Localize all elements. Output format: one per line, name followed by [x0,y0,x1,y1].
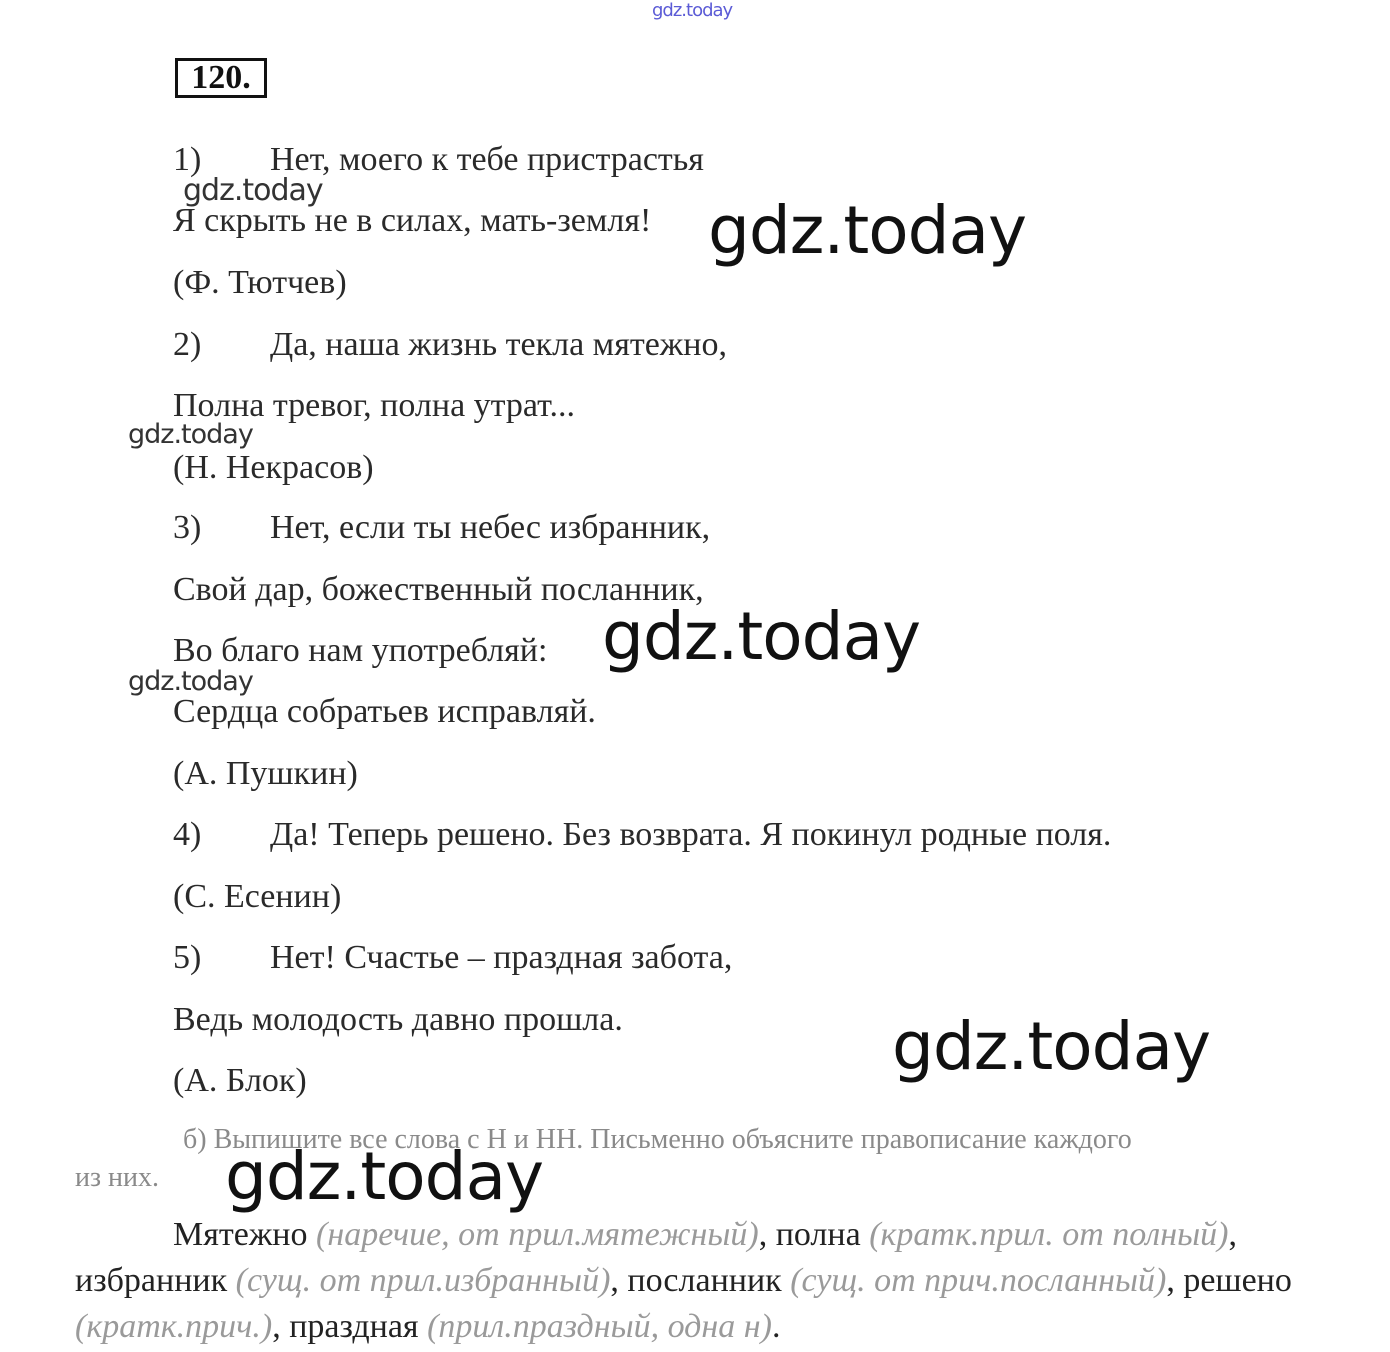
separator: , [610,1262,628,1299]
item-number: 1) [173,141,202,178]
answer-word: посланник [627,1262,782,1299]
answer-note: (кратк.прил. от полный) [869,1216,1229,1253]
poem-line [173,508,710,548]
poem-author: (А. Блок) [173,1062,307,1099]
watermark-top: gdz.today [652,0,733,21]
watermark-large: gdz.today [708,192,1027,269]
answer-note: (сущ. от прич.посланный) [790,1262,1167,1299]
separator: , [272,1308,290,1345]
item-number: 5) [173,939,202,976]
poem-line: Свой дар, божественный посланник, [173,571,704,608]
watermark-small: gdz.today [128,666,253,697]
poem-line: Сердца собратьев исправляй. [173,693,596,730]
poem-text: Нет! Счастье – праздная забота, [270,939,733,976]
poem-line: Во благо нам употребляй: [173,632,548,669]
separator: . [771,1308,781,1345]
separator: , [1166,1262,1184,1299]
answer-note: (наречие, от прил.мятежный) [316,1216,759,1253]
poem-line: Ведь молодость давно прошла. [173,1001,623,1038]
item-number: 4) [173,816,202,853]
task-text: из них. [75,1162,160,1193]
answer-paragraph [75,1212,1335,1350]
poem-text: Да! Теперь решено. Без возврата. Я покинул родные поля. [270,816,1112,853]
poem-author: (А. Пушкин) [173,755,358,792]
poem-line: Полна тревог, полна утрат... [173,387,575,424]
answer-note: (сущ. от прил.избранный) [235,1262,611,1299]
answer-note: (кратк.прич.) [75,1308,273,1345]
poem-line: Я скрыть не в силах, мать-земля! [173,202,652,239]
answer-word: праздная [289,1308,419,1345]
answer-word: полна [775,1216,861,1253]
poem-line [173,938,732,978]
answer-word: избранник [75,1262,228,1299]
poem-author: (Н. Некрасов) [173,449,374,486]
poem-author: (Ф. Тютчев) [173,264,347,301]
exercise-number: 120. [175,58,267,98]
poem-text: Да, наша жизнь текла мятежно, [270,326,727,363]
watermark-small: gdz.today [128,419,253,450]
poem-text: Нет, моего к тебе пристрастья [270,141,704,178]
watermark-large: gdz.today [225,1138,544,1215]
poem-line [173,140,704,180]
poem-text: Нет, если ты небес избранник, [270,509,711,546]
watermark-small: gdz.today [183,173,323,208]
answer-word: решено [1183,1262,1292,1299]
item-number: 2) [173,326,202,363]
watermark-large: gdz.today [602,598,921,675]
separator: , [758,1216,776,1253]
task-text: б) Выпишите все слова с Н и НН. Письменно объясните правописание каждого [183,1124,1132,1155]
watermark-large: gdz.today [892,1008,1211,1085]
answer-note: (прил.праздный, одна н) [427,1308,772,1345]
separator: , [1228,1216,1237,1253]
answer-word: Мятежно [173,1216,308,1253]
poem-author: (С. Есенин) [173,878,342,915]
poem-line [173,815,1111,855]
poem-line [173,325,727,365]
item-number: 3) [173,509,202,546]
